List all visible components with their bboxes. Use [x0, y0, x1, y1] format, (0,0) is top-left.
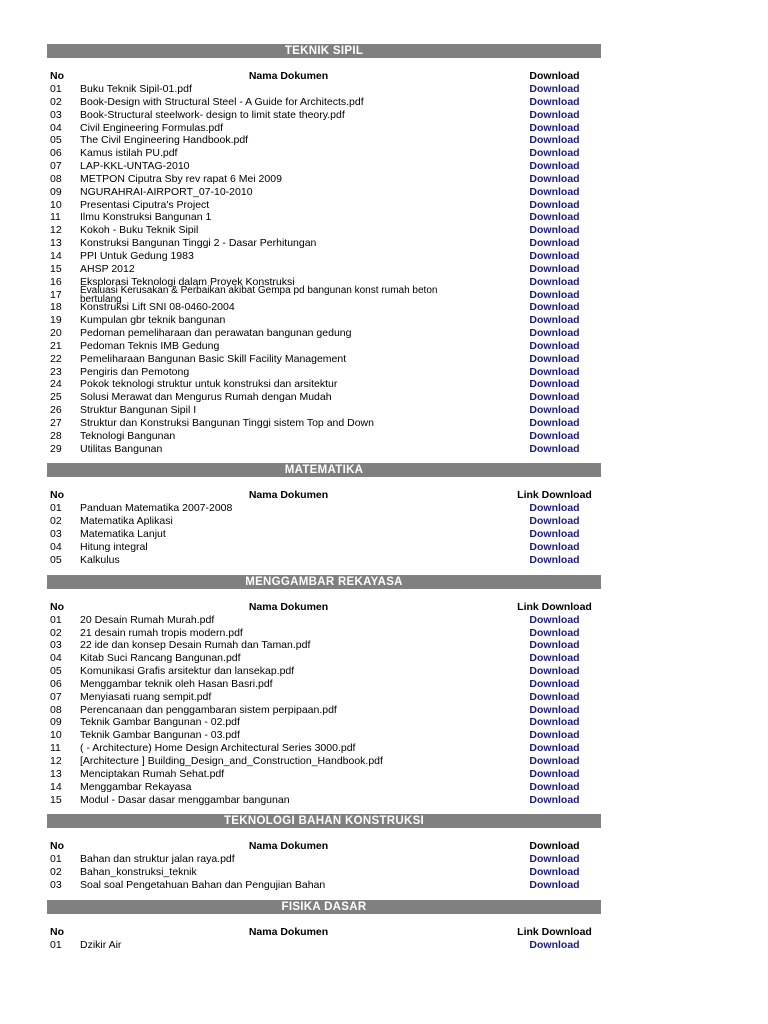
table-row [47, 678, 601, 691]
row-number: 07 [50, 690, 62, 703]
download-link[interactable]: Download [529, 515, 580, 528]
download-link[interactable]: Download [529, 83, 580, 95]
document-name: Panduan Matematika 2007-2008 [80, 502, 233, 515]
row-number: 10 [50, 198, 62, 211]
document-name: Perencanaan dan penggambaran sistem perpipaan.pdf [80, 703, 337, 716]
document-name: Hitung integral [80, 541, 148, 553]
table-row [47, 704, 601, 717]
table-row [47, 173, 601, 186]
download-link[interactable]: Download [529, 339, 580, 352]
download-link[interactable]: Download [529, 172, 580, 185]
column-header-no: No [50, 925, 64, 938]
document-name: 20 Desain Rumah Murah.pdf [80, 613, 215, 626]
download-link[interactable]: Download [529, 703, 580, 716]
document-name: Komunikasi Grafis arsitektur dan lansekap.pdf [80, 665, 295, 678]
table-row [47, 742, 601, 755]
download-link[interactable]: Download [529, 502, 580, 515]
document-name: 21 desain rumah tropis modern.pdf [80, 626, 243, 639]
table-row [47, 639, 601, 652]
table-row [47, 554, 601, 567]
document-name: Kumpulan gbr teknik bangunan [80, 314, 226, 327]
row-number: 08 [50, 172, 62, 185]
column-header-no: No [50, 840, 64, 853]
document-name: Konstruksi Lift SNI 08-0460-2004 [80, 301, 235, 314]
row-number: 01 [50, 502, 62, 515]
document-name: Konstruksi Bangunan Tinggi 2 - Dasar Perhitungan [80, 237, 317, 250]
row-number: 22 [50, 352, 62, 365]
column-header-download: Download [529, 70, 580, 82]
table-row [47, 755, 601, 768]
download-link[interactable]: Download [529, 108, 580, 121]
section-matematika [47, 463, 601, 566]
row-number: 11 [50, 742, 61, 755]
table-row [47, 515, 601, 528]
document-name: Dzikir Air [80, 938, 122, 951]
download-link[interactable]: Download [529, 288, 580, 301]
document-name: Kokoh - Buku Teknik Sipil [80, 224, 199, 237]
table-row [47, 314, 601, 327]
document-name: Utilitas Bangunan [80, 442, 163, 455]
download-link[interactable]: Download [529, 677, 580, 690]
document-name: Matematika Lanjut [80, 528, 166, 541]
table-row [47, 768, 601, 781]
row-number: 13 [50, 767, 62, 780]
table-row [47, 263, 601, 276]
row-number: 12 [50, 754, 62, 767]
document-name: Pengiris dan Pemotong [80, 365, 190, 378]
column-header-no: No [50, 489, 64, 502]
column-header-download: Link Download [517, 925, 592, 938]
download-link[interactable]: Download [529, 134, 580, 147]
row-number: 03 [50, 879, 62, 892]
document-name: PPI Untuk Gedung 1983 [80, 249, 194, 262]
row-number: 08 [50, 703, 62, 716]
table-row [47, 96, 601, 109]
section-title: MATEMATIKA [47, 463, 601, 477]
row-number: 07 [50, 160, 62, 173]
table-row [47, 83, 601, 96]
document-name: Matematika Aplikasi [80, 515, 173, 528]
column-header-download: Download [529, 840, 580, 853]
table-row [47, 134, 601, 147]
download-link[interactable]: Download [529, 147, 580, 160]
download-link[interactable]: Download [529, 224, 580, 237]
document-name: Menyiasati ruang sempit.pdf [80, 690, 212, 703]
row-number: 20 [50, 327, 62, 340]
column-header-row [47, 926, 601, 939]
row-number: 12 [50, 224, 62, 237]
table-row [47, 781, 601, 794]
download-link[interactable]: Download [529, 853, 580, 866]
download-link[interactable]: Download [529, 613, 580, 626]
row-number: 02 [50, 866, 62, 879]
document-name: Book-Structural steelwork- design to limit state theory.pdf [80, 108, 345, 121]
column-header-download: Link Download [517, 489, 592, 502]
row-number: 02 [50, 515, 62, 528]
section-title: TEKNIK SIPIL [47, 44, 601, 58]
download-link[interactable]: Download [529, 690, 580, 703]
download-link[interactable]: Download [529, 95, 580, 108]
row-number: 10 [50, 729, 62, 742]
section-gap [47, 567, 601, 575]
download-link[interactable]: Download [529, 879, 580, 892]
download-link[interactable]: Download [529, 754, 580, 767]
table-row [47, 443, 601, 456]
table-row [47, 939, 601, 952]
table-row [47, 614, 601, 627]
column-header-row [47, 70, 601, 83]
row-number: 03 [50, 108, 62, 121]
table-row [47, 541, 601, 554]
table-row [47, 366, 601, 379]
download-link[interactable]: Download [529, 327, 580, 340]
document-name: Eksplorasi Teknologi dalam Proyek Konstruksi [80, 275, 295, 288]
download-link[interactable]: Download [529, 160, 580, 173]
row-number: 06 [50, 677, 62, 690]
table-row [47, 528, 601, 541]
column-header-name: Nama Dokumen [248, 600, 329, 613]
download-link[interactable]: Download [529, 652, 580, 665]
row-number: 01 [50, 613, 62, 626]
section-title: TEKNOLOGI BAHAN KONSTRUKSI [47, 814, 601, 828]
row-number: 16 [50, 275, 62, 288]
table-row [47, 147, 601, 160]
column-header-name: Nama Dokumen [248, 840, 329, 853]
row-number: 04 [50, 652, 62, 665]
row-number: 04 [50, 121, 62, 134]
download-link[interactable]: Download [529, 121, 580, 134]
document-name: Pedoman Teknis IMB Gedung [80, 339, 220, 352]
document-name: Teknologi Bangunan [80, 429, 176, 442]
column-header-name: Nama Dokumen [248, 70, 329, 82]
download-link[interactable]: Download [529, 716, 580, 729]
table-row [47, 186, 601, 199]
download-link[interactable]: Download [529, 391, 580, 404]
table-row [47, 794, 601, 807]
document-name: LAP-KKL-UNTAG-2010 [80, 160, 190, 173]
table-row [47, 340, 601, 353]
table-row [47, 502, 601, 515]
column-header-name: Nama Dokumen [248, 925, 329, 938]
row-number: 01 [50, 83, 62, 95]
document-name: Struktur Bangunan Sipil I [80, 404, 197, 417]
column-header-download: Link Download [517, 600, 592, 613]
document-name: Kamus istilah PU.pdf [80, 147, 178, 160]
row-number: 24 [50, 378, 62, 391]
row-number: 13 [50, 237, 62, 250]
row-number: 03 [50, 639, 62, 652]
table-row [47, 250, 601, 263]
section-gap [47, 455, 601, 463]
table-row [47, 160, 601, 173]
row-number: 19 [50, 314, 62, 327]
download-link[interactable]: Download [529, 185, 580, 198]
download-link[interactable]: Download [529, 275, 580, 288]
table-row [47, 404, 601, 417]
table-row [47, 729, 601, 742]
download-link[interactable]: Download [529, 365, 580, 378]
row-number: 14 [50, 249, 62, 262]
download-link[interactable]: Download [529, 528, 580, 541]
download-link[interactable]: Download [529, 639, 580, 652]
document-name: Evaluasi Kerusakan & Perbaikan akibat Gempa pd bangunan konst rumah beton bertulang [80, 284, 438, 305]
row-number: 06 [50, 147, 62, 160]
document-name: Teknik Gambar Bangunan - 03.pdf [80, 729, 240, 742]
document-name: Kitab Suci Rancang Bangunan.pdf [80, 652, 241, 665]
section-title: FISIKA DASAR [47, 900, 601, 914]
document-name: ( - Architecture) Home Design Architectural Series 3000.pdf [80, 742, 356, 755]
download-link[interactable]: Download [529, 314, 580, 327]
row-number: 01 [50, 853, 62, 866]
column-header-row [47, 840, 601, 853]
row-number: 01 [50, 938, 62, 951]
table-row [47, 109, 601, 122]
table-row [47, 430, 601, 443]
table-row [47, 716, 601, 729]
table-row [47, 211, 601, 224]
section-title: MENGGAMBAR REKAYASA [47, 575, 601, 589]
row-number: 26 [50, 404, 62, 417]
document-name: Book-Design with Structural Steel - A Guide for Architects.pdf [80, 95, 364, 108]
table-row [47, 284, 601, 305]
section-teknologi-bahan-konstruksi [47, 814, 601, 892]
row-number: 09 [50, 185, 62, 198]
document-name: Struktur dan Konstruksi Bangunan Tinggi sistem Top and Down [80, 416, 374, 429]
row-number: 21 [50, 339, 62, 352]
row-number: 15 [50, 262, 62, 275]
download-link[interactable]: Download [529, 416, 580, 429]
section-gap [47, 806, 601, 814]
column-header-row [47, 601, 601, 614]
document-name: Menciptakan Rumah Sehat.pdf [80, 767, 225, 780]
download-link[interactable]: Download [529, 404, 580, 417]
document-name: Pemeliharaan Bangunan Basic Skill Facility Management [80, 352, 347, 365]
document-name: Buku Teknik Sipil-01.pdf [80, 83, 192, 95]
row-number: 27 [50, 416, 62, 429]
table-row [47, 122, 601, 135]
document-name: Teknik Gambar Bangunan - 02.pdf [80, 716, 240, 729]
table-row [47, 853, 601, 866]
row-number: 14 [50, 780, 62, 793]
row-number: 03 [50, 528, 62, 541]
section-menggambar-rekayasa [47, 575, 601, 807]
section-gap [47, 892, 601, 900]
document-name: NGURAHRAI-AIRPORT_07-10-2010 [80, 185, 253, 198]
document-name: Kalkulus [80, 553, 120, 566]
document-name: Pedoman pemeliharaan dan perawatan bangunan gedung [80, 327, 352, 340]
download-link[interactable]: Download [529, 541, 580, 553]
table-row [47, 224, 601, 237]
column-header-no: No [50, 70, 64, 82]
row-number: 29 [50, 442, 62, 455]
download-link[interactable]: Download [529, 211, 580, 224]
download-link[interactable]: Download [529, 378, 580, 391]
document-name: Bahan dan struktur jalan raya.pdf [80, 853, 235, 866]
column-header-no: No [50, 600, 64, 613]
download-link[interactable]: Download [529, 626, 580, 639]
download-link[interactable]: Download [529, 742, 580, 755]
table-row [47, 301, 601, 314]
document-name: 22 ide dan konsep Desain Rumah dan Taman.pdf [80, 639, 311, 652]
table-row [47, 237, 601, 250]
section-fisika-dasar [47, 900, 601, 952]
row-number: 05 [50, 134, 62, 147]
table-row [47, 866, 601, 879]
section-teknik-sipil [47, 44, 601, 455]
download-link[interactable]: Download [529, 767, 580, 780]
row-number: 25 [50, 391, 62, 404]
table-row [47, 353, 601, 366]
download-link[interactable]: Download [529, 780, 580, 793]
download-link[interactable]: Download [529, 237, 580, 250]
download-link[interactable]: Download [529, 301, 580, 314]
row-number: 17 [50, 288, 62, 301]
document-name: Soal soal Pengetahuan Bahan dan Pengujian Bahan [80, 879, 326, 892]
document-name: AHSP 2012 [80, 262, 135, 275]
table-row [47, 417, 601, 430]
document-name: Ilmu Konstruksi Bangunan 1 [80, 211, 212, 224]
document-name: Bahan_konstruksi_teknik [80, 866, 197, 879]
download-link[interactable]: Download [529, 262, 580, 275]
download-link[interactable]: Download [529, 429, 580, 442]
download-link[interactable]: Download [529, 352, 580, 365]
document-name: METPON Ciputra Sby rev rapat 6 Mei 2009 [80, 172, 282, 185]
table-row [47, 665, 601, 678]
download-link[interactable]: Download [529, 938, 580, 951]
document-name: Menggambar Rekayasa [80, 780, 192, 793]
document-name: Modul - Dasar dasar menggambar bangunan [80, 793, 290, 806]
row-number: 18 [50, 301, 62, 314]
download-link[interactable]: Download [529, 553, 580, 566]
table-row [47, 879, 601, 892]
row-number: 23 [50, 365, 62, 378]
document-name: Menggambar teknik oleh Hasan Basri.pdf [80, 677, 273, 690]
download-link[interactable]: Download [529, 793, 580, 806]
document-list [47, 44, 601, 952]
row-number: 04 [50, 541, 62, 553]
row-number: 05 [50, 665, 62, 678]
download-link[interactable]: Download [529, 249, 580, 262]
row-number: 28 [50, 429, 62, 442]
row-number: 02 [50, 95, 62, 108]
row-number: 02 [50, 626, 62, 639]
document-name: Pokok teknologi struktur untuk konstruksi dan arsitektur [80, 378, 338, 391]
row-number: 11 [50, 211, 61, 224]
table-row [47, 378, 601, 391]
row-number: 05 [50, 553, 62, 566]
column-header-name: Nama Dokumen [248, 489, 329, 502]
table-row [47, 199, 601, 212]
row-number: 15 [50, 793, 62, 806]
download-link[interactable]: Download [529, 665, 580, 678]
document-name: Solusi Merawat dan Mengurus Rumah dengan Mudah [80, 391, 332, 404]
table-row [47, 391, 601, 404]
download-link[interactable]: Download [529, 442, 580, 455]
document-name: [Architecture ] Building_Design_and_Construction_Handbook.pdf [80, 754, 383, 767]
document-name: Presentasi Ciputra's Project [80, 198, 210, 211]
row-number: 09 [50, 716, 62, 729]
document-name: Civil Engineering Formulas.pdf [80, 121, 223, 134]
column-header-row [47, 489, 601, 502]
document-name: The Civil Engineering Handbook.pdf [80, 134, 249, 147]
download-link[interactable]: Download [529, 198, 580, 211]
download-link[interactable]: Download [529, 866, 580, 879]
table-row [47, 327, 601, 340]
table-row [47, 652, 601, 665]
table-row [47, 627, 601, 640]
download-link[interactable]: Download [529, 729, 580, 742]
table-row [47, 691, 601, 704]
